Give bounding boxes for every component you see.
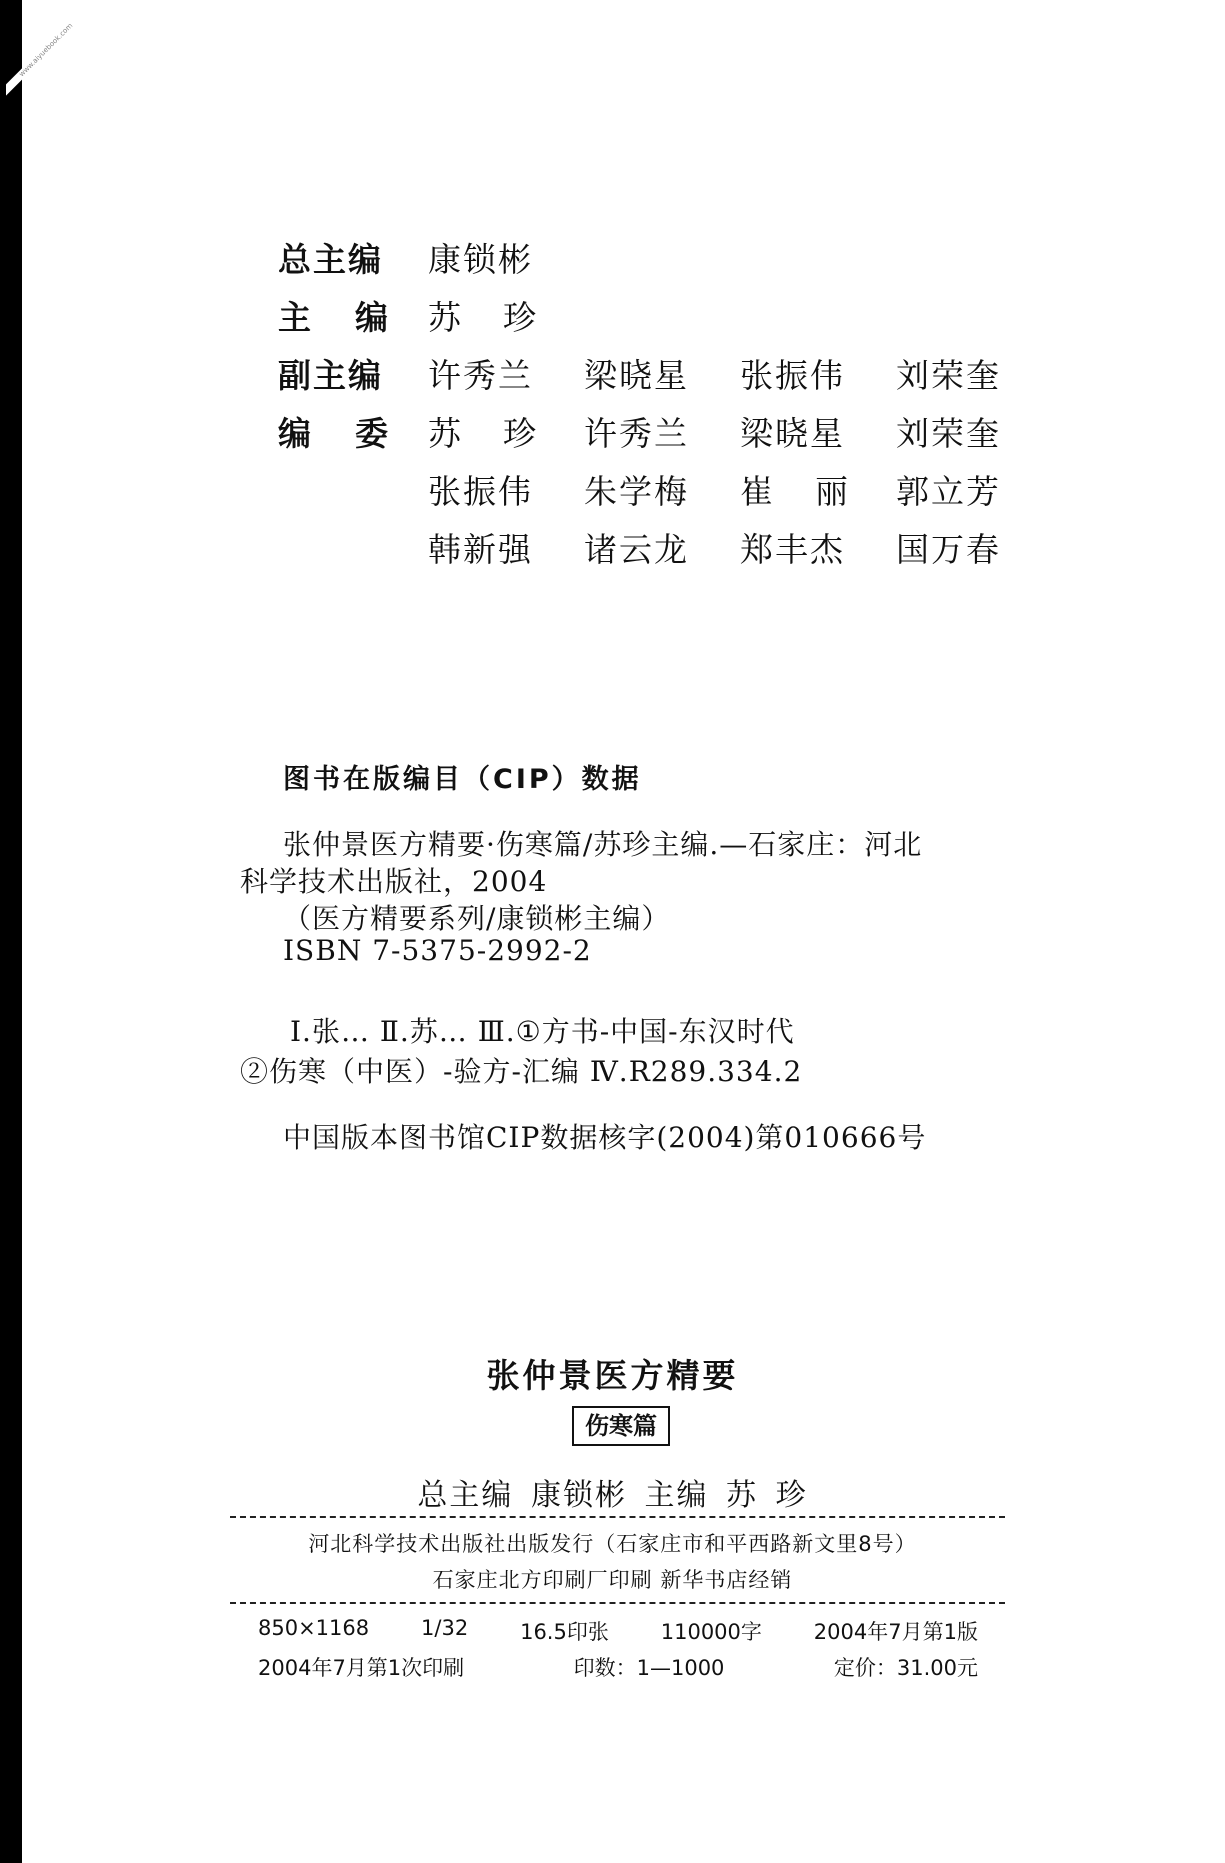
spec-item: 定价：31.00元	[833, 1656, 978, 1680]
editor-row	[278, 460, 1052, 518]
divider-bottom	[230, 1602, 1005, 1604]
cip-title: 图书在版编目（CIP）数据	[283, 764, 642, 795]
editor-name: 诸云龙	[584, 529, 689, 569]
colophon-specs-1	[258, 1616, 978, 1646]
colophon-publisher: 河北科学技术出版社出版发行（石家庄市和平西路新文里8号）	[308, 1532, 917, 1556]
spec-item: 110000字	[660, 1620, 762, 1644]
editor-row	[278, 344, 1052, 402]
editor-name: 苏 珍	[428, 413, 538, 453]
spec-item: 16.5印张	[520, 1620, 609, 1644]
editor-name: 张振伟	[428, 471, 533, 511]
editor-name: 康锁彬	[428, 239, 533, 279]
colophon-title: 张仲景医方精要	[486, 1356, 739, 1395]
spec-item: 2004年7月第1次印刷	[258, 1656, 465, 1680]
editor-name: 刘荣奎	[896, 413, 1001, 453]
editor-names	[428, 234, 584, 281]
editor-row	[278, 286, 1052, 344]
editor-name: 梁晓星	[740, 413, 845, 453]
editor-name: 张振伟	[740, 355, 845, 395]
cip-classification-2: ②伤寒（中医）-验方-汇编 Ⅳ.R289.334.2	[240, 1055, 803, 1088]
spec-item: 印数：1—1000	[573, 1656, 725, 1680]
colophon-specs-2	[258, 1652, 978, 1682]
spec-item: 2004年7月第1版	[813, 1620, 978, 1644]
editor-names	[428, 408, 1052, 455]
editor-name: 刘荣奎	[896, 355, 1001, 395]
editor-row	[278, 402, 1052, 460]
cip-isbn: ISBN 7-5375-2992-2	[283, 934, 592, 967]
colophon-printer: 石家庄北方印刷厂印刷 新华书店经销	[432, 1568, 793, 1592]
editor-role: 主 编	[278, 297, 390, 337]
editor-name: 朱学梅	[584, 471, 689, 511]
editor-name: 国万春	[896, 529, 1001, 569]
cip-record-number: 中国版本图书馆CIP数据核字(2004)第010666号	[283, 1121, 927, 1154]
editor-name: 韩新强	[428, 529, 533, 569]
cip-line-2: 科学技术出版社，2004	[240, 865, 548, 898]
editor-name: 崔 丽	[740, 471, 850, 511]
editor-name: 郭立芳	[896, 471, 1001, 511]
editor-name: 许秀兰	[428, 355, 533, 395]
editor-names	[428, 292, 584, 339]
editor-role: 总主编	[278, 239, 383, 279]
watermark-stamp	[6, 6, 96, 96]
editor-role: 副主编	[278, 355, 383, 395]
editor-names	[428, 350, 1052, 397]
editor-names	[428, 466, 1052, 513]
editor-row	[278, 228, 1052, 286]
editor-name: 郑丰杰	[740, 529, 845, 569]
editor-role: 编 委	[278, 413, 390, 453]
watermark-text: www.aiyuebook.com	[6, 6, 96, 96]
editor-name: 许秀兰	[584, 413, 689, 453]
spec-item: 850×1168	[258, 1616, 370, 1640]
editor-name: 梁晓星	[584, 355, 689, 395]
editors-block	[278, 228, 1052, 576]
editor-names	[428, 524, 1052, 571]
editor-name: 苏 珍	[428, 297, 538, 337]
cip-series: （医方精要系列/康锁彬主编）	[283, 902, 671, 935]
editor-row	[278, 518, 1052, 576]
divider-top	[230, 1516, 1005, 1518]
colophon-editors: 总主编 康锁彬 主编 苏 珍	[417, 1478, 808, 1513]
colophon-subtitle-box: 伤寒篇	[572, 1406, 670, 1446]
spec-item: 1/32	[421, 1616, 469, 1640]
cip-classification-1: Ⅰ.张… Ⅱ.苏… Ⅲ.①方书-中国-东汉时代	[290, 1015, 795, 1048]
cip-line-1: 张仲景医方精要·伤寒篇/苏珍主编.—石家庄：河北	[283, 828, 923, 861]
